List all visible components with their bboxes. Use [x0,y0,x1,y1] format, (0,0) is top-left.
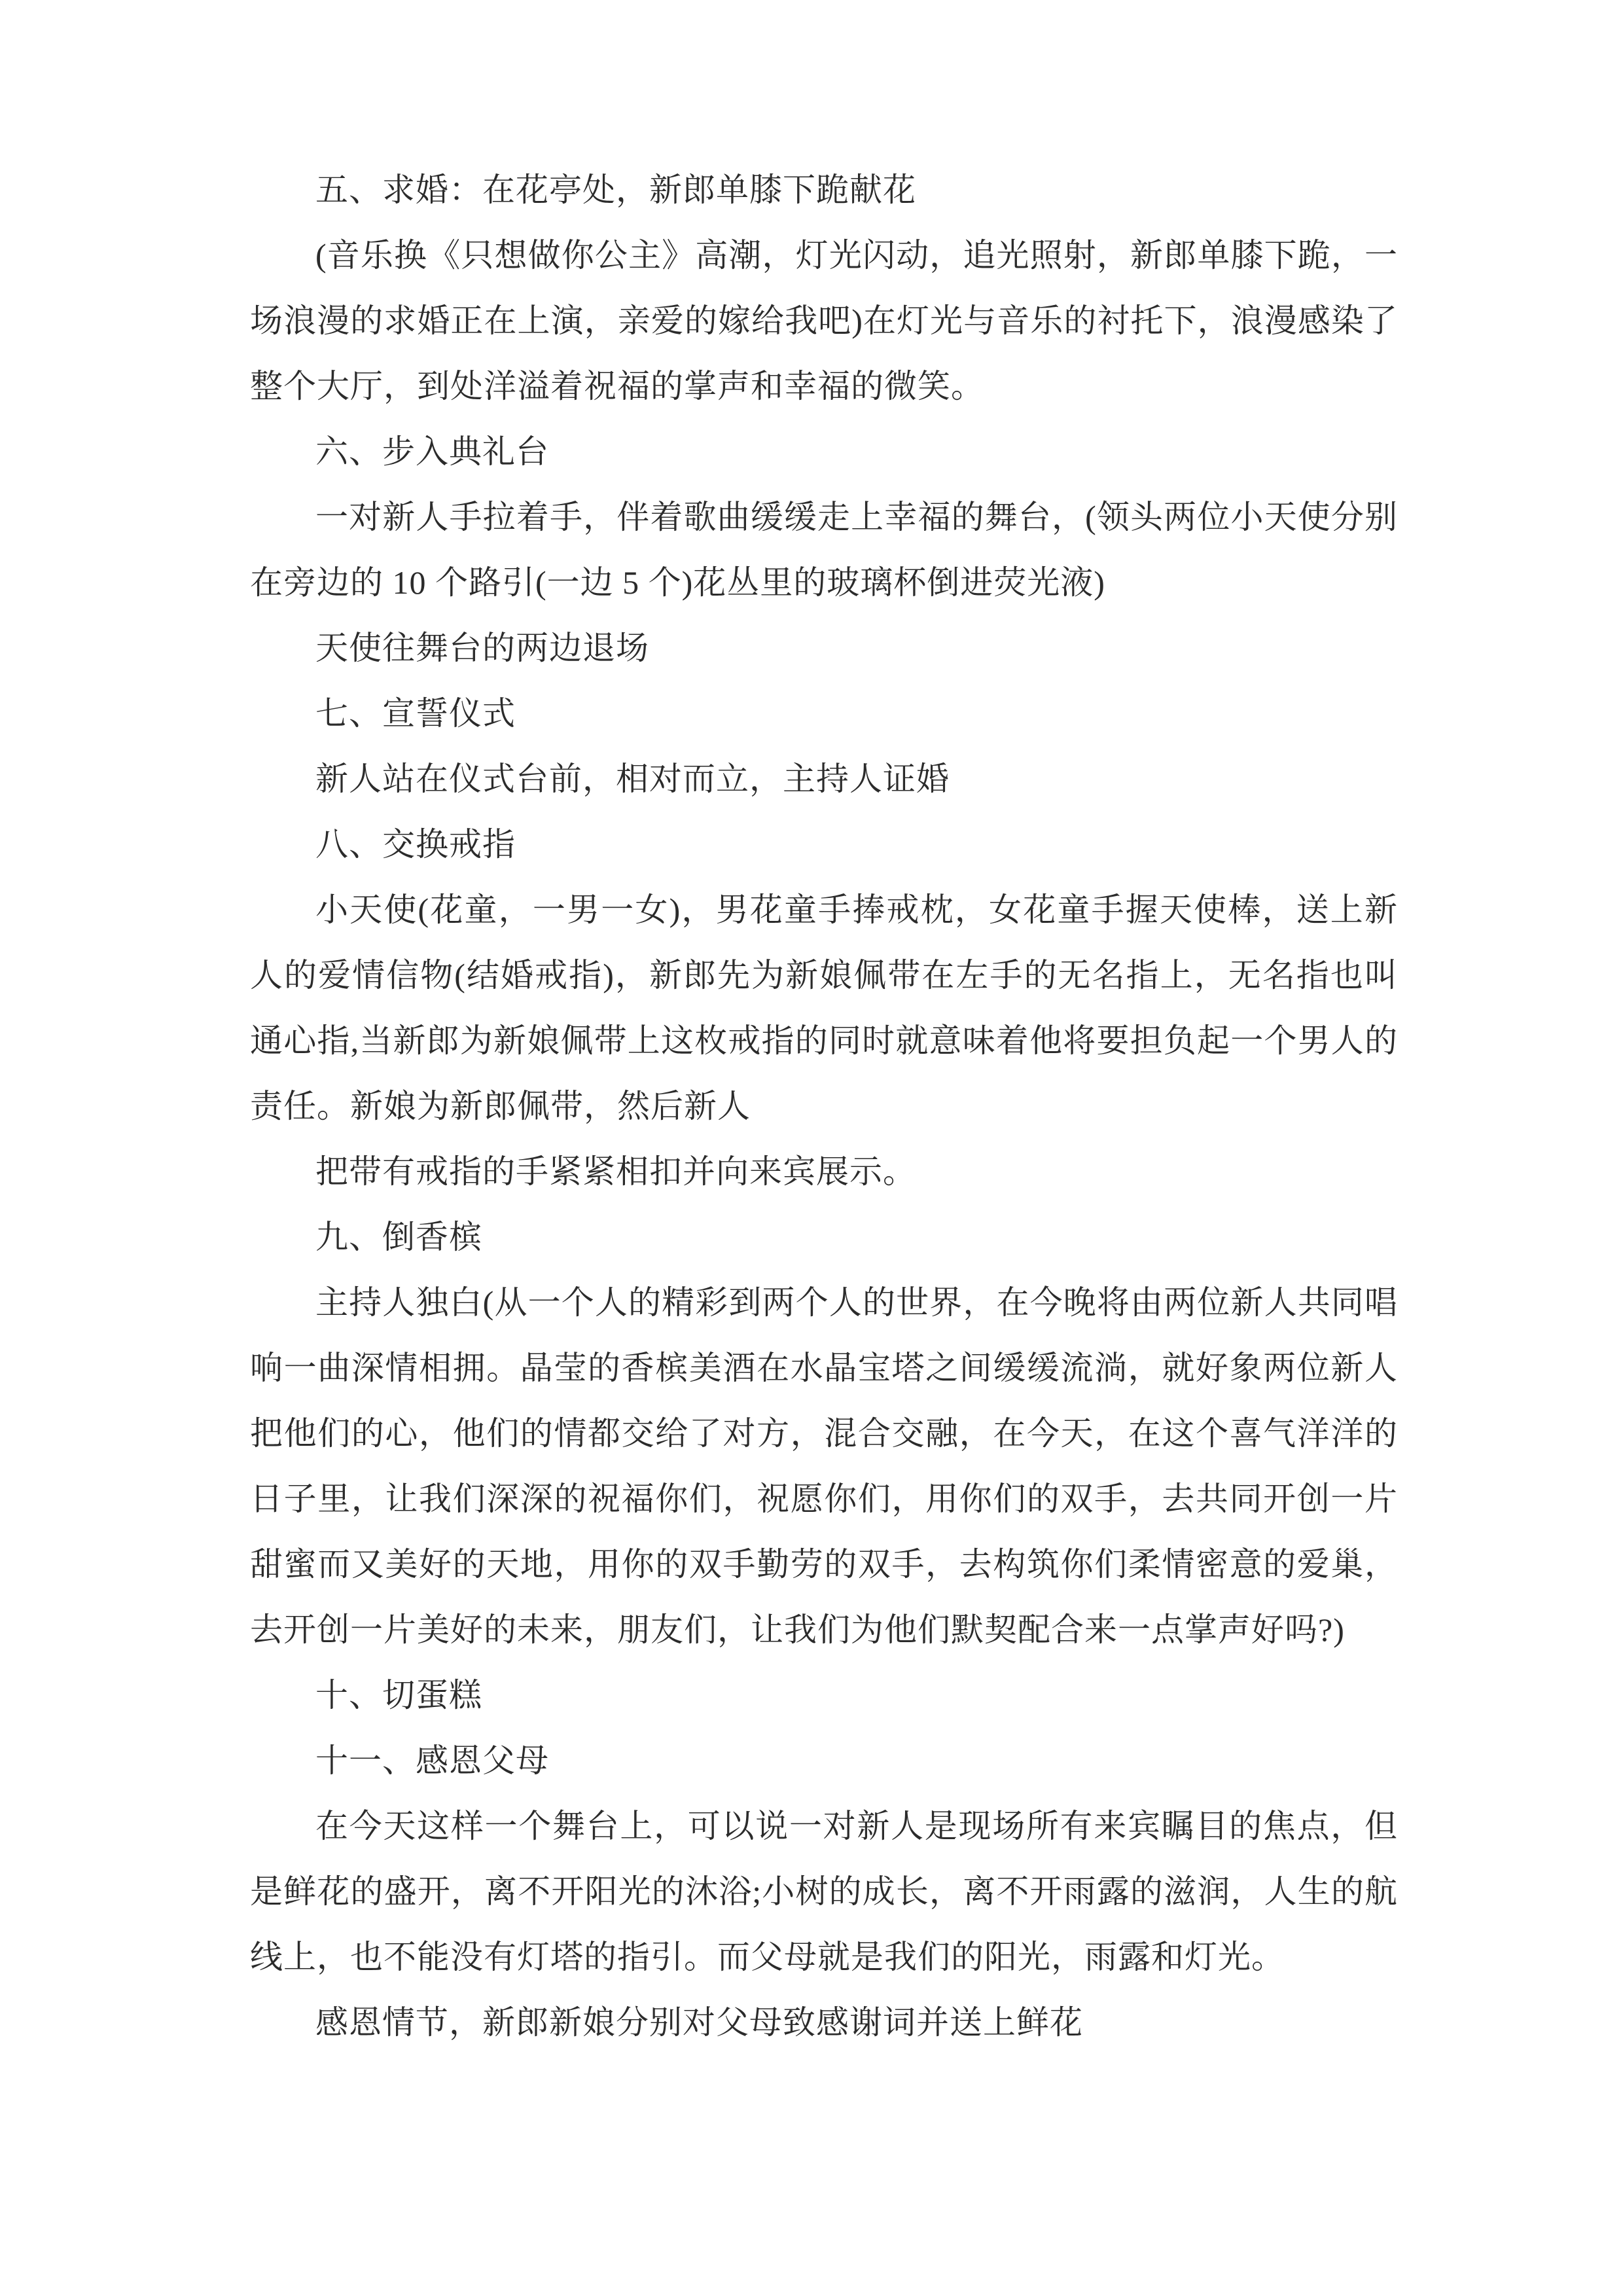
section-heading-6: 六、步入典礼台 [315,433,549,470]
paragraph-stage-entry: 一对新人手拉着手，伴着歌曲缓缓走上幸福的舞台，(领头两位小天使分别在旁边的 10 个路引(一边 5 个)花丛里的玻璃杯倒进荧光液) [250,499,1398,601]
section-heading-10: 十、切蛋糕 [315,1677,482,1713]
section-heading-11: 十一、感恩父母 [315,1742,549,1779]
paragraph-vows: 新人站在仪式台前，相对而立，主持人证婚 [315,761,950,797]
section-heading-8: 八、交换戒指 [315,826,516,863]
section-heading-7: 七、宣誓仪式 [315,695,516,732]
paragraph-rings-show: 把带有戒指的手紧紧相扣并向来宾展示。 [315,1153,916,1190]
paragraph-angels-exit: 天使往舞台的两边退场 [315,630,649,666]
paragraph-thanks-parents: 在今天这样一个舞台上，可以说一对新人是现场所有来宾瞩目的焦点，但是鲜花的盛开，离不开阳光的沐浴;小树的成长，离不开雨露的滋润，人生的航线上，也不能没有灯塔的指引。而父母就是我们的阳光，雨露和灯光。 [250,1808,1398,1975]
section-heading-9: 九、倒香槟 [315,1219,482,1255]
paragraph-champagne: 主持人独白(从一个人的精彩到两个人的世界，在今晚将由两位新人共同唱响一曲深情相拥。晶莹的香槟美酒在水晶宝塔之间缓缓流淌，就好象两位新人把他们的心，他们的情都交给了对方，混合交融，在今天，在这个喜气洋洋的日子里，让我们深深的祝福你们，祝愿你们，用你们的双手，去共同开创一片甜蜜而又美好的天地，用你的双手勤劳的双手，去构筑你们柔情密意的爱巢，去开创一片美好的未来，朋友们，让我们为他们默契配合来一点掌声好吗?) [250,1284,1398,1648]
paragraph-flowers-to-parents: 感恩情节，新郎新娘分别对父母致感谢词并送上鲜花 [315,2004,1083,2041]
paragraph-rings: 小天使(花童，一男一女)，男花童手捧戒枕，女花童手握天使棒，送上新人的爱情信物(结婚戒指)，新郎先为新娘佩带在左手的无名指上，无名指也叫通心指,当新郎为新娘佩带上这枚戒指的同时就意味着他将要担负起一个男人的责任。新娘为新郎佩带，然后新人 [250,891,1398,1124]
section-heading-5: 五、求婚：在花亭处，新郎单膝下跪献花 [315,171,916,208]
document-content [250,157,1398,2055]
paragraph-proposal: (音乐换《只想做你公主》高潮，灯光闪动，追光照射，新郎单膝下跪，一场浪漫的求婚正在上演，亲爱的嫁给我吧)在灯光与音乐的衬托下，浪漫感染了整个大厅，到处洋溢着祝福的掌声和幸福的微笑。 [250,237,1398,404]
